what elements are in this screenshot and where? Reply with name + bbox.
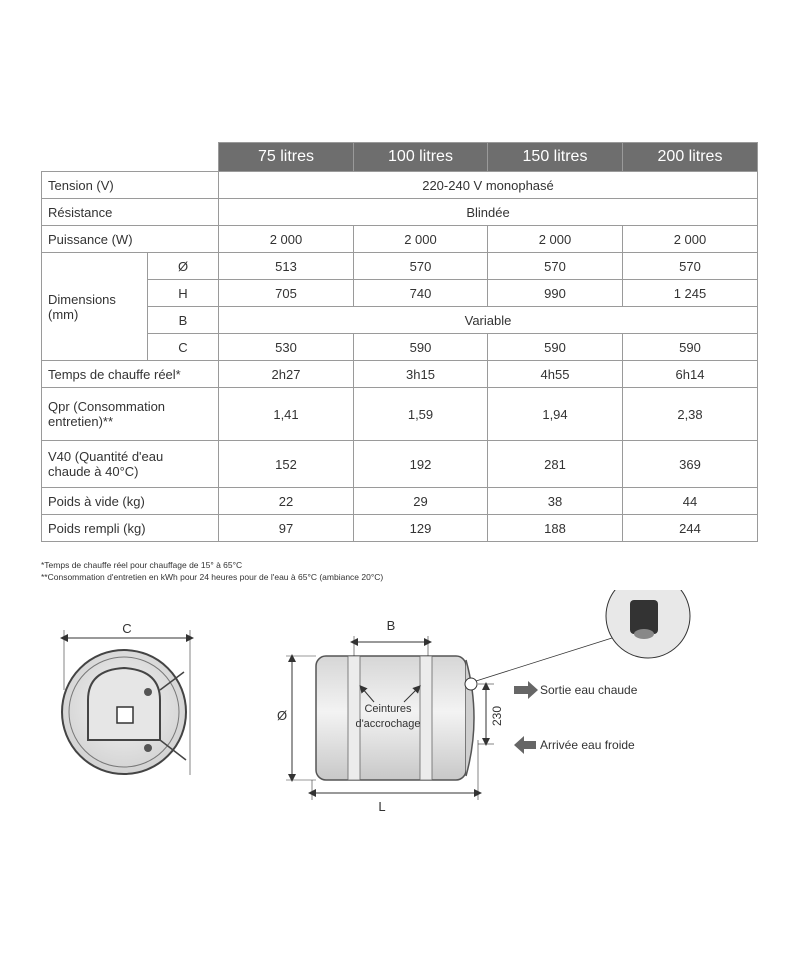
header-blank [42,143,219,172]
footnote-maintenance: **Consommation d'entretien en kWh pour 24 heures pour de l'eau à 65°C (ambiance 20°C) [41,572,384,582]
cell-value: 513 [219,253,354,280]
cell-value: 6h14 [623,361,758,388]
header-row [42,143,758,172]
cell-value: 530 [219,334,354,361]
row-label: Poids à vide (kg) [42,488,219,515]
sub-label: B [148,307,219,334]
row-poids-rempli [42,515,758,542]
belts-label-line2: d'accrochage [355,718,421,730]
cell-value: 990 [488,280,623,307]
cell-value: 1,59 [354,388,488,441]
row-label: Tension (V) [42,172,219,199]
cell-value: 281 [488,441,623,488]
cell-value: 2 000 [623,226,758,253]
cell-value: 192 [354,441,488,488]
row-label: Temps de chauffe réel* [42,361,219,388]
cell-value: 570 [623,253,758,280]
header-100: 100 litres [354,143,488,172]
dimensions-label-line1: Dimensions [48,291,116,307]
front-view [62,621,190,775]
cell-value: Blindée [219,199,758,226]
row-dim-h [42,280,758,307]
v40-label-line2: chaude à 40°C) [48,464,139,479]
sub-label: Ø [148,253,219,280]
cell-value: 590 [623,334,758,361]
row-v40 [42,441,758,488]
cell-value: 2h27 [219,361,354,388]
cell-value: 705 [219,280,354,307]
row-dim-b [42,307,758,334]
cell-value: 188 [488,515,623,542]
row-temps [42,361,758,388]
cell-value: 4h55 [488,361,623,388]
header-75: 75 litres [219,143,354,172]
cell-value: Variable [219,307,758,334]
qpr-label-line2: entretien)** [48,414,114,429]
row-puissance [42,226,758,253]
cell-value: 590 [488,334,623,361]
hot-out-label: Sortie eau chaude [540,683,638,697]
cell-value: 570 [488,253,623,280]
cell-value: 369 [623,441,758,488]
dim-b-label: B [386,618,396,633]
cell-value: 22 [219,488,354,515]
row-label-v40 [42,441,219,488]
side-view [277,590,690,814]
spec-table [41,142,758,542]
row-dim-diameter [42,253,758,280]
header-200: 200 litres [623,143,758,172]
water-heater-diagram [0,590,800,820]
cell-value: 29 [354,488,488,515]
cell-value: 740 [354,280,488,307]
dim-l-label: L [378,799,386,814]
cell-value: 129 [354,515,488,542]
cell-value: 590 [354,334,488,361]
row-label: Puissance (W) [42,226,219,253]
dimensions-label-line2: (mm) [48,306,79,322]
qpr-label-line1: Qpr (Consommation [48,399,166,414]
row-label: Résistance [42,199,219,226]
footnote-heating-time: *Temps de chauffe réel pour chauffage de 15° à 65°C [41,560,243,570]
header-150: 150 litres [488,143,623,172]
row-label: Poids rempli (kg) [42,515,219,542]
cell-value: 2,38 [623,388,758,441]
row-tension [42,172,758,199]
cell-value: 2 000 [354,226,488,253]
v40-label-line1: V40 (Quantité d'eau [48,449,164,464]
dim-c-label: C [122,621,132,636]
dimensions-label [42,253,148,361]
cell-value: 2 000 [219,226,354,253]
cell-value: 152 [219,441,354,488]
row-label-qpr [42,388,219,441]
dim-230-label: 230 [490,705,504,727]
cell-value: 244 [623,515,758,542]
water-connections [514,681,638,754]
footnotes [41,559,383,583]
cell-value: 570 [354,253,488,280]
row-qpr [42,388,758,441]
cold-in-label: Arrivée eau froide [540,738,635,752]
hot-out-arrow-icon [514,681,538,699]
cell-value: 220-240 V monophasé [219,172,758,199]
cell-value: 2 000 [488,226,623,253]
cell-value: 3h15 [354,361,488,388]
cell-value: 44 [623,488,758,515]
cell-value: 1,94 [488,388,623,441]
row-resistance [42,199,758,226]
cell-value: 1,41 [219,388,354,441]
sub-label: H [148,280,219,307]
row-poids-vide [42,488,758,515]
belts-label-line1: Ceintures [364,703,412,715]
sub-label: C [148,334,219,361]
row-dim-c [42,334,758,361]
cold-in-arrow-icon [514,736,536,754]
cell-value: 1 245 [623,280,758,307]
cell-value: 97 [219,515,354,542]
dim-diameter-label: Ø [276,708,288,723]
cell-value: 38 [488,488,623,515]
